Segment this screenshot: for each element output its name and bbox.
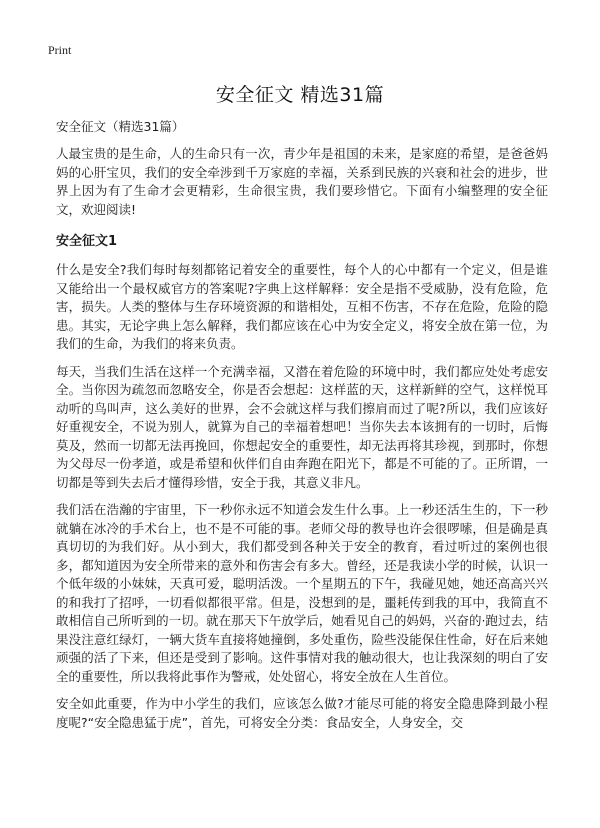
- body-paragraph-3: 我们活在浩瀚的宇宙里，下一秒你永远不知道会发生什么事。上一秒还活生生的，下一秒就躺在冰冷的手术台上，也不是不可能的事。老师父母的教导也许会很啰嗦，但是确是真真切切的为我们好。从小到大，我们都受到各种关于安全的教育，看过听过的案例也很多，都知道因为安全所带来的意外和伤害会有多大。曾经，还是我读小学的时候，认识一个低年级的小妹妹，天真可爱，聪明活泼。一个星期五的下午，我碰见她，她还高高兴兴的和我打了招呼，一切看似都很平常。但是，没想到的是，噩耗传到我的耳中，我简直不敢相信自己所听到的一切。就在那天下午放学后，她看见自己的妈妈，兴奋的·跑过去，结果没注意红绿灯，一辆大货车直接将她撞倒，多处重伤，险些没能保住性命，好在后来她顽强的活了下来，但还是受到了影响。这件事情对我的触动很大，也让我深刻的明白了安全的重要性，所以我将此事作为警戒，处处留心，将安全放在人生首位。: [56, 502, 548, 684]
- body-paragraph-2: 每天，当我们生活在这样一个充满幸福，又潜在着危险的环境中时，我们都应处处考虑安全。当你因为疏忽而忽略安全，你是否会想起：这样蓝的天，这样新鲜的空气，这样悦耳动听的鸟叫声，这么美好的世界，会不会就这样与我们擦肩而过了呢?所以，我们应该好好重视安全，不说为别人，就算为自己的幸福着想吧！当你失去本该拥有的一切时，后悔莫及，然而一切都无法再挽回，你想起安全的重要性，却无法再将其珍视，到那时，你想为父母尽一份孝道，或是希望和伙伴们自由奔跑在阳光下，都是不可能的了。正所谓，一切都是等到失去后才懂得珍惜，安全于我，其意义非凡。: [56, 363, 548, 490]
- body-paragraph-4: 安全如此重要，作为中小学生的我们，应该怎么做?才能尽可能的将安全隐患降到最小程度呢?“安全隐患猛于虎”，首先，可将安全分类：食品安全，人身安全，交: [56, 696, 548, 730]
- page-title: 安全征文 精选31篇: [215, 84, 385, 106]
- intro-paragraph: 人最宝贵的是生命，人的生命只有一次，青少年是祖国的未来，是家庭的希望，是爸爸妈妈的心肝宝贝，我们的安全牵涉到千万家庭的幸福，关系到民族的兴衰和社会的进步，世界上因为有了生命才会更精彩，生命很宝贵，我们要珍惜它。下面有小编整理的安全征文，欢迎阅读!: [56, 146, 548, 217]
- print-link[interactable]: Print: [48, 43, 72, 57]
- document-subtitle: 安全征文（精选31篇）: [56, 119, 185, 134]
- section-heading: 安全征文1: [56, 234, 118, 249]
- document-body: [56, 118, 548, 741]
- body-paragraph-1: 什么是安全?我们每时每刻都铭记着安全的重要性，每个人的心中都有一个定义，但是谁又能给出一个最权威官方的答案呢?字典上这样解释：安全是指不受威胁，没有危险，危害，损失。人类的整体与生存环境资源的和谐相处，互相不伤害，不存在危险，危险的隐患。其实，无论字典上怎么解释，我们都应该在心中为安全定义，将安全放在第一位，为我们的生命，为我们的将来负责。: [56, 262, 548, 351]
